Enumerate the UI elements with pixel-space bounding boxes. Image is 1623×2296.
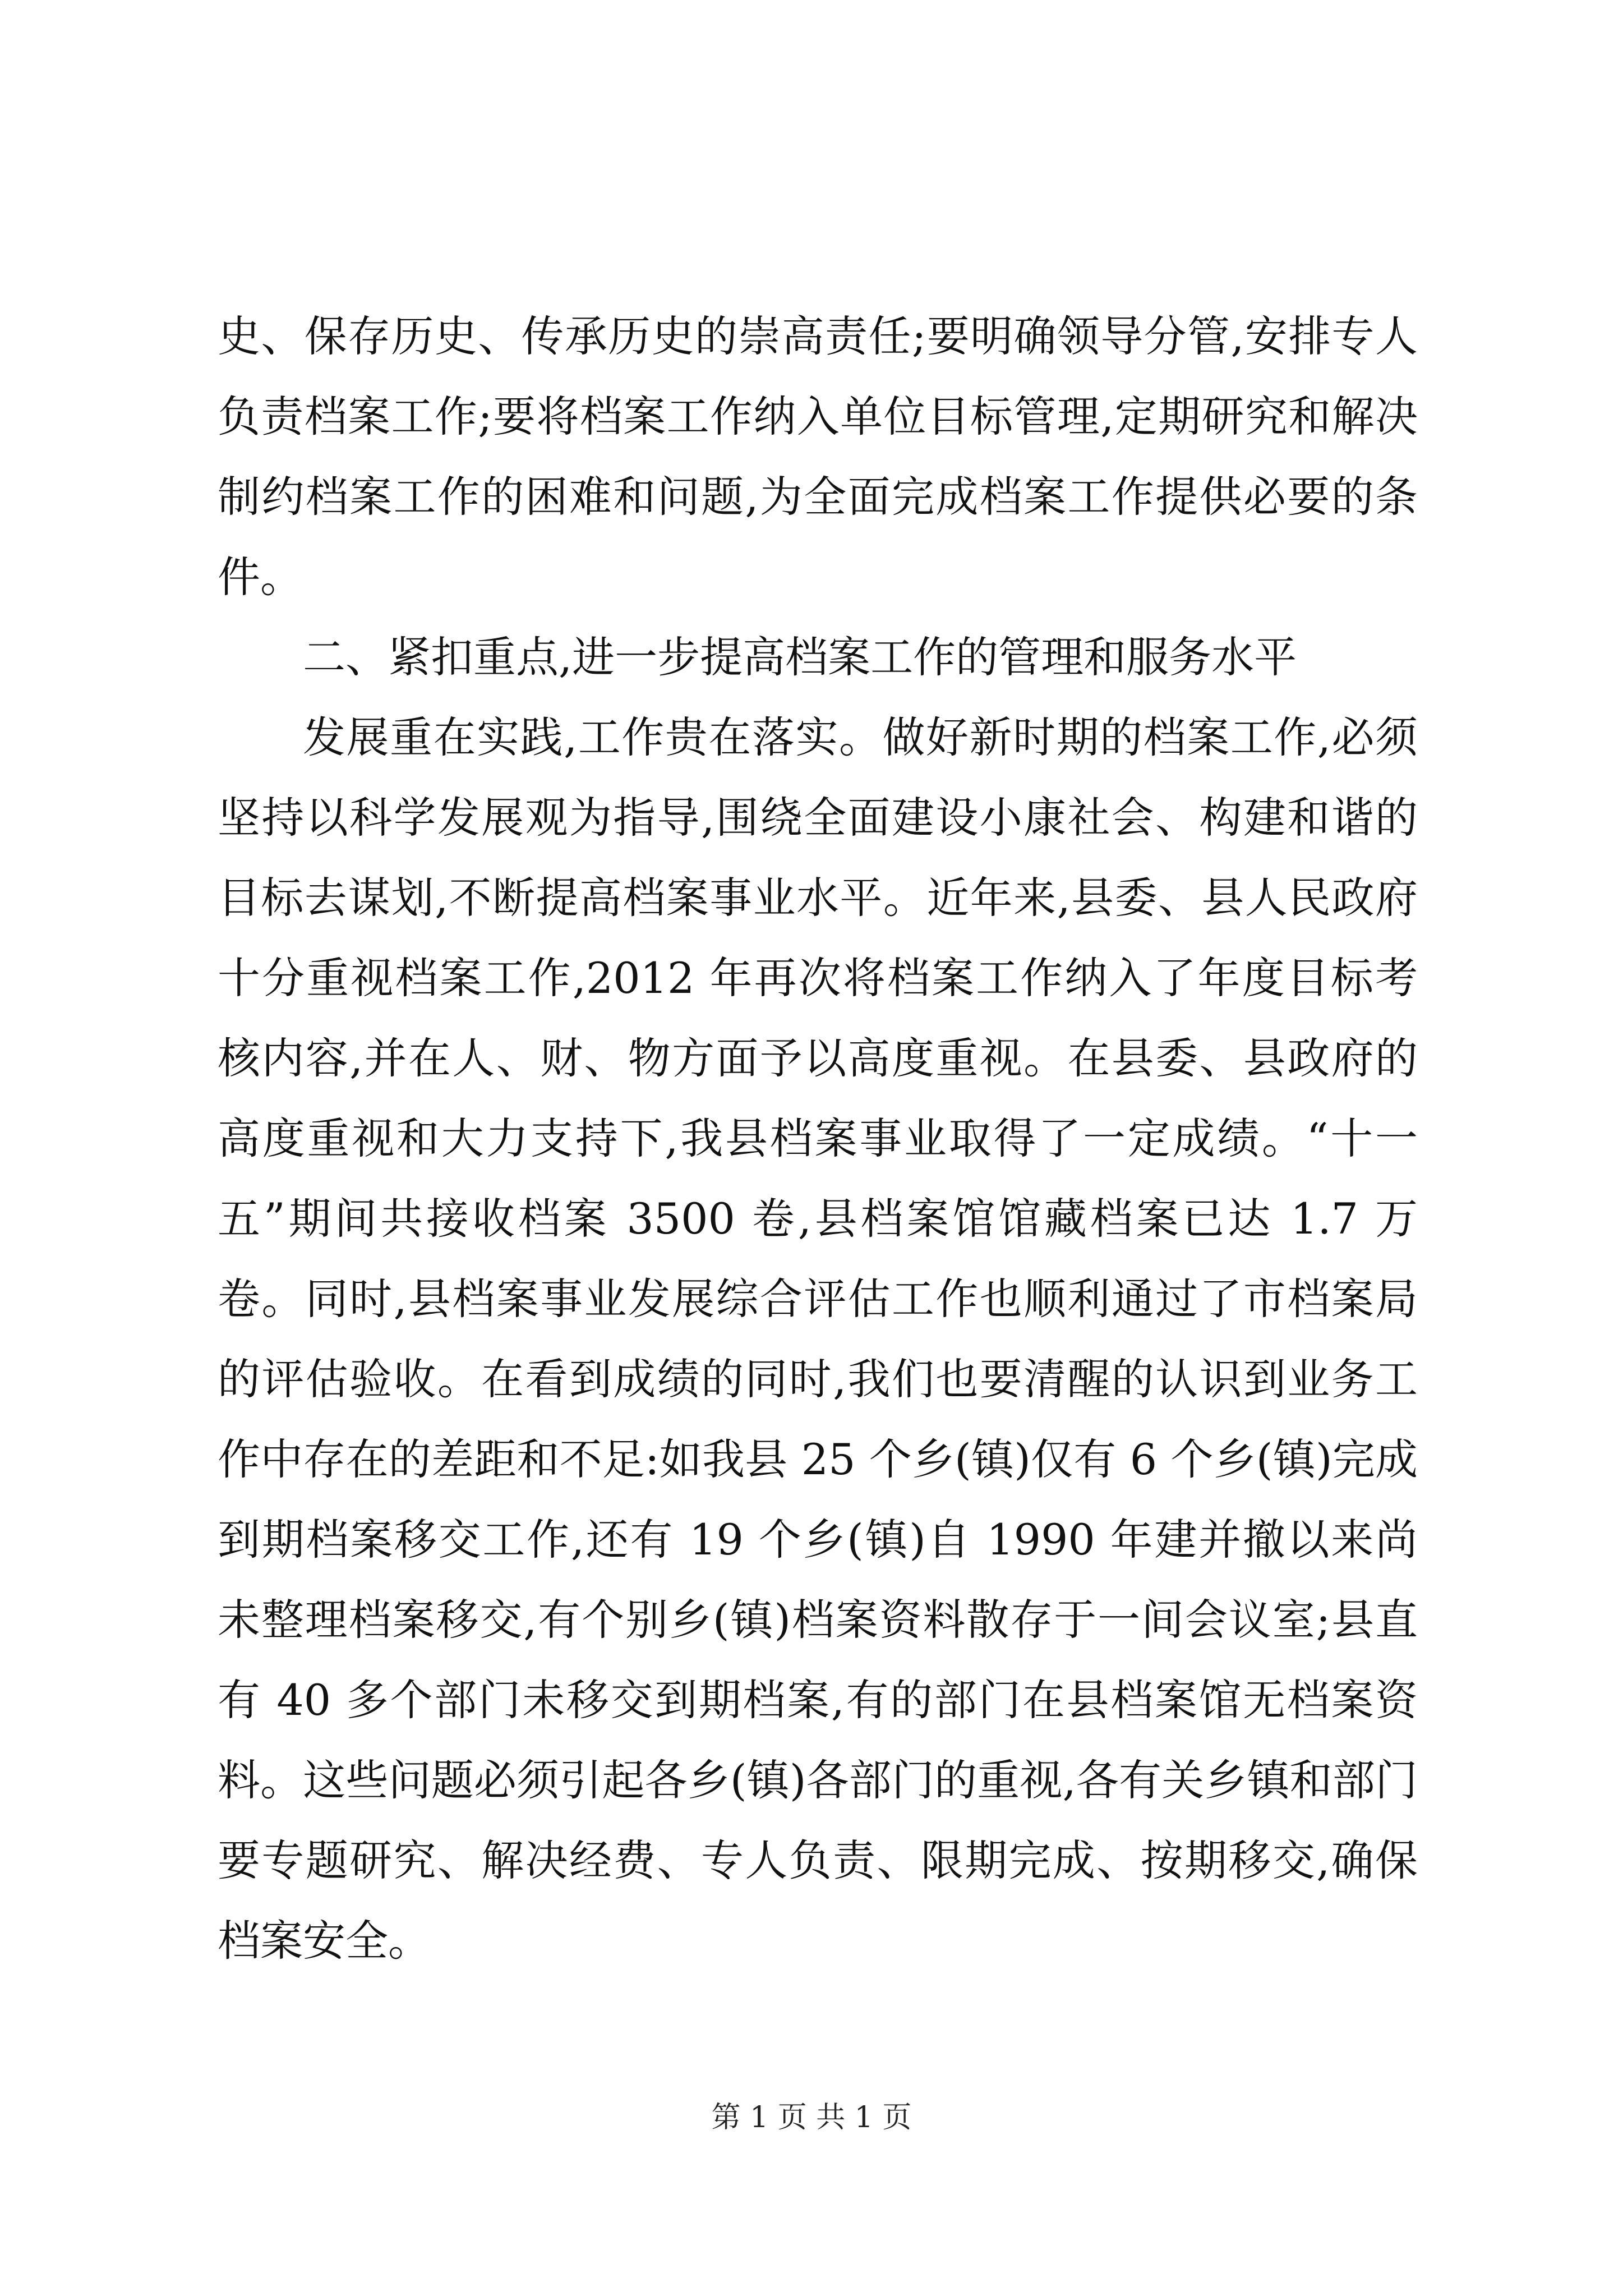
document-body bbox=[218, 296, 1418, 1981]
paragraph-3: 发展重在实践,工作贵在落实。做好新时期的档案工作,必须坚持以科学发展观为指导,围绕全面建设小康社会、构建和谐的目标去谋划,不断提高档案事业水平。近年来,县委、县人民政府十分重视档案工作,2012 年再次将档案工作纳入了年度目标考核内容,并在人、财、物方面予以高度重视。在县委、县政府的高度重视和大力支持下,我县档案事业取得了一定成绩。“十一五”期间共接收档案 3500 卷,县档案馆馆藏档案已达 1.7 万卷。同时,县档案事业发展综合评估工作也顺利通过了市档案局的评估验收。在看到成绩的同时,我们也要清醒的认识到业务工作中存在的差距和不足:如我县 25 个乡(镇)仅有 6 个乡(镇)完成到期档案移交工作,还有 19 个乡(镇)自 1990 年建并撤以来尚未整理档案移交,有个别乡(镇)档案资料散存于一间会议室;县直有 40 多个部门未移交到期档案,有的部门在县档案馆无档案资料。这些问题必须引起各乡(镇)各部门的重视,各有关乡镇和部门要专题研究、解决经费、专人负责、限期完成、按期移交,确保档案安全。 bbox=[218, 712, 1418, 1966]
section-heading-2: 二、紧扣重点,进一步提高档案工作的管理和服务水平 bbox=[303, 632, 1297, 682]
page-footer: 第 1 页 共 1 页 bbox=[711, 2101, 912, 2134]
paragraph-1: 史、保存历史、传承历史的崇高责任;要明确领导分管,安排专人负责档案工作;要将档案工作纳入单位目标管理,定期研究和解决制约档案工作的困难和问题,为全面完成档案工作提供必要的条件。 bbox=[218, 311, 1418, 602]
